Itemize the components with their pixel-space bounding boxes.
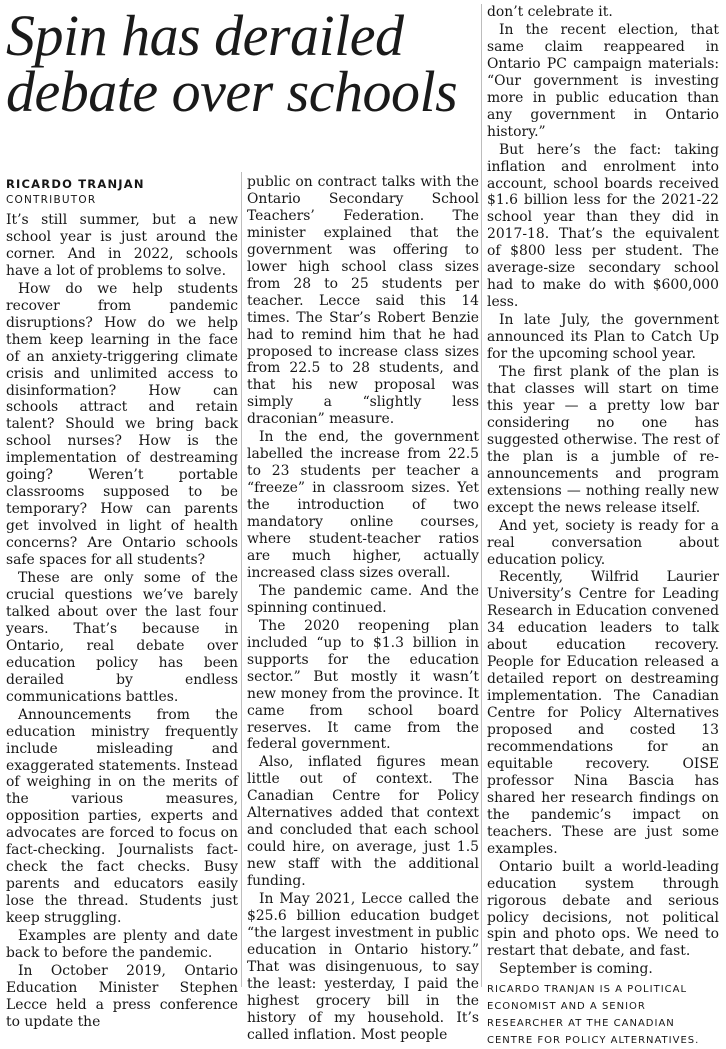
paragraph: Recently, Wilfrid Laurier University’s Centre for Leading Research in Education convened 34 education leaders to talk about education recovery. People for Education released a detailed report on destreaming implementation. The Canadian Centre for Policy Alternatives proposed and costed 13 recommendations for an equitable recovery. OISE professor Nina Bascia has shared her research findings on the pandemic’s impact on teachers. These are just some examples. [487,569,719,857]
paragraph: In October 2019, Ontario Education Minister Stephen Lecce held a press conference to update the [6,962,238,1030]
paragraph: The first plank of the plan is that classes will start on time this year — a pretty low bar considering no one has suggested otherwise. The rest of the plan is a jumble of re-announcements and program extensions — nothing really new except the news release itself. [487,364,719,516]
paragraph: Ontario built a world-leading education system through rigorous debate and serious policy decisions, not political spin and photo ops. We need to restart that debate, and fast. [487,858,719,960]
paragraph: The pandemic came. And the spinning continued. [247,582,479,616]
author-bio: RICARDO TRANJAN IS A POLITICAL ECONOMIST AND A SENIOR RESEARCHER AT THE CANADIAN CENTRE FOR POLICY ALTERNATIVES. [487,984,700,1047]
paragraph: don’t celebrate it. [487,4,613,20]
paragraph: September is coming. [499,961,653,978]
author-role: CONTRIBUTOR [6,194,97,206]
article-column-3 [487,4,719,1049]
column-divider [481,4,482,987]
byline [6,176,238,208]
headline-line-2: debate over schools [6,59,458,124]
paragraph: public on contract talks with the Ontario Secondary School Teachers’ Federation. The minister explained that the government was offering to lower high school class sizes from 28 to 25 students per teacher. Lecce said this 14 times. The Star’s Robert Benzie had to remind him that he had proposed to increase class sizes from 22.5 to 28 students, and that his new proposal was simply a “slightly less draconian” measure. [247,174,479,428]
headline-line-1: Spin has derailed [6,3,404,68]
paragraph: These are only some of the crucial questions we’ve barely talked about over the last four years. That’s because in Ontario, real debate over education policy has been derailed by endless communications battles. [6,570,238,705]
article-column-1 [6,212,238,1031]
paragraph: Announcements from the education ministry frequently include misleading and exaggerated statements. Instead of weighing in on the merits of the various measures, opposition parties, experts and advocates are forced to focus on fact-checking. Journalists fact-check the fact checks. Busy parents and educators easily lose the thread. Students just keep struggling. [6,706,238,927]
paragraph: In the end, the government labelled the increase from 22.5 to 23 students per teacher a “freeze” in classroom sizes. Yet the introduction of two mandatory online courses, where student-teacher ratios are much higher, actually increased class sizes overall. [247,429,479,581]
column-divider [241,172,242,987]
author-name: RICARDO TRANJAN [6,177,145,191]
paragraph: In May 2021, Lecce called the $25.6 billion education budget “the largest investment in public education in Ontario history.” That was disingenuous, to say the least: yesterday, I paid the highest grocery bill in the history of my household. It’s called inflation. Most people [247,891,479,1043]
paragraph: It’s still summer, but a new school year is just around the corner. And in 2022, schools have a lot of problems to solve. [6,212,238,279]
paragraph: In the recent election, that same claim reappeared in Ontario PC campaign materials: “Our government is investing more in public education than any government in Ontario history.” [487,21,719,140]
paragraph: But here’s the fact: taking inflation and enrolment into account, school boards received $1.6 billion less for the 2021-22 school year than they did in 2017-18. That’s the equivalent of $800 less per student. The average-size secondary school had to make do with $600,000 less. [487,141,719,311]
article-column-2 [247,174,479,1044]
headline [6,3,476,124]
paragraph: The 2020 reopening plan included “up to $1.3 billion in supports for the education sector.” But mostly it wasn’t new money from the province. It came from school board reserves. It came from the federal government. [247,617,479,753]
paragraph: Also, inflated figures mean little out of context. The Canadian Centre for Policy Alternatives added that context and concluded that each school could hire, on average, just 1.5 new staff with the additional funding. [247,754,479,890]
paragraph: Examples are plenty and date back to before the pandemic. [6,928,238,961]
paragraph: And yet, society is ready for a real conversation about education policy. [487,517,719,568]
paragraph: In late July, the government announced its Plan to Catch Up for the upcoming school year. [487,312,719,363]
paragraph: How do we help students recover from pandemic disruptions? How do we help them keep learning in the face of an anxiety-triggering climate crisis and unlimited access to disinformation? How can schools attract and retain talent? Should we bring back school nurses? How is the implementation of destreaming going? Weren’t portable classrooms supposed to be temporary? How can parents get involved in light of health concerns? Are Ontario schools safe spaces for all students? [6,280,238,569]
